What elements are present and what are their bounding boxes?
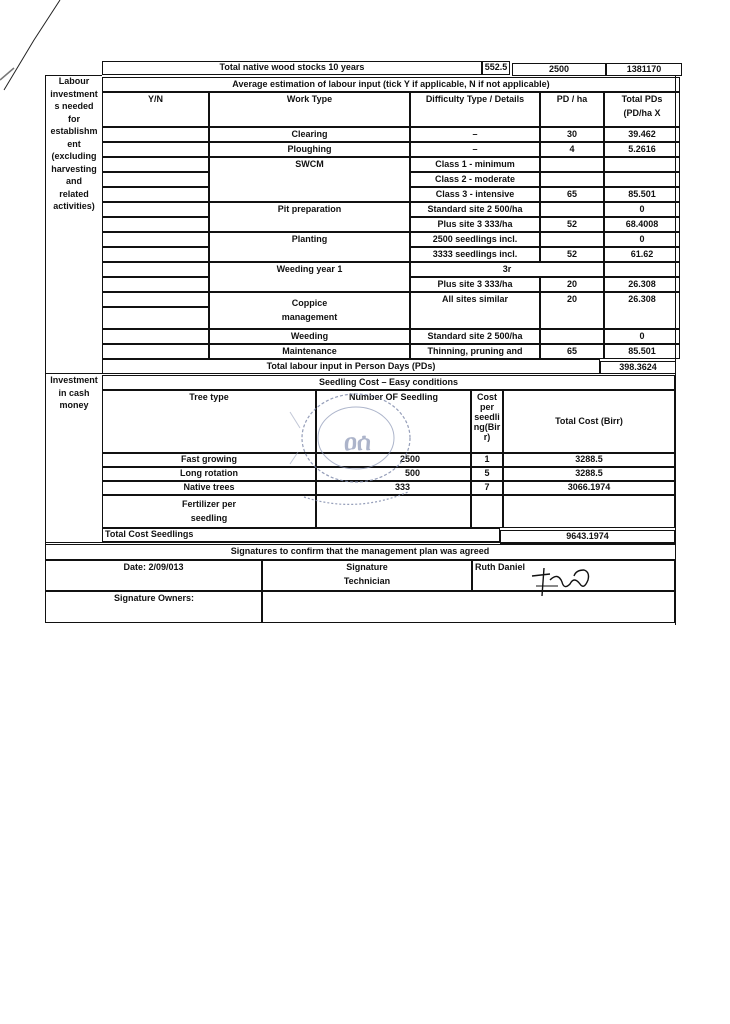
labour-total-label: Total labour input in Person Days (PDs) bbox=[102, 359, 600, 374]
pd-cell bbox=[540, 232, 604, 247]
header-total-pds: Total PDs (PD/ha X bbox=[604, 92, 680, 127]
total-pd-cell bbox=[604, 172, 680, 187]
work-type-weeding: Weeding bbox=[209, 329, 410, 344]
seedling-cost-cell: 5 bbox=[471, 467, 503, 481]
signature-technician-label: Signature Technician bbox=[262, 560, 472, 591]
yn-cell[interactable] bbox=[102, 187, 209, 202]
difficulty-cell: Plus site 3 333/ha bbox=[410, 277, 540, 292]
signature-owners-label: Signature Owners: bbox=[45, 591, 262, 623]
pd-cell: 65 bbox=[540, 344, 604, 359]
work-type-ploughing: Ploughing bbox=[209, 142, 410, 157]
svg-text:ዐሰ: ዐሰ bbox=[344, 428, 372, 456]
seedling-total-cell bbox=[503, 495, 675, 528]
header-tree-type: Tree type bbox=[102, 390, 316, 453]
yn-cell[interactable] bbox=[102, 157, 209, 172]
difficulty-cell: All sites similar bbox=[410, 292, 540, 329]
yn-cell[interactable] bbox=[102, 292, 209, 307]
total-pd-cell: 85.501 bbox=[604, 187, 680, 202]
pd-cell: 30 bbox=[540, 127, 604, 142]
total-pd-cell bbox=[604, 157, 680, 172]
difficulty-cell: – bbox=[410, 127, 540, 142]
total-pd-cell: 0 bbox=[604, 202, 680, 217]
seedling-total-cell: 3288.5 bbox=[503, 467, 675, 481]
total-pd-cell: 61.62 bbox=[604, 247, 680, 262]
seedling-cost-cell bbox=[471, 495, 503, 528]
yn-cell[interactable] bbox=[102, 247, 209, 262]
seedling-total-cell: 3288.5 bbox=[503, 453, 675, 467]
difficulty-cell: Class 1 - minimum bbox=[410, 157, 540, 172]
pd-cell: 4 bbox=[540, 142, 604, 157]
native-wood-v1: 552.5 bbox=[482, 61, 510, 75]
signature-owners-field[interactable] bbox=[262, 591, 675, 623]
difficulty-cell: – bbox=[410, 142, 540, 157]
difficulty-cell: Standard site 2 500/ha bbox=[410, 329, 540, 344]
tree-type-cell: Fast growing bbox=[102, 453, 316, 467]
labour-total-value: 398.3624 bbox=[600, 361, 676, 374]
yn-cell[interactable] bbox=[102, 127, 209, 142]
seedling-total-cell: 3066.1974 bbox=[503, 481, 675, 495]
yn-cell[interactable] bbox=[102, 329, 209, 344]
header-cost-per-seedling: Cost per seedli ng(Bir r) bbox=[471, 390, 503, 453]
official-stamp-icon bbox=[284, 392, 428, 514]
yn-cell[interactable] bbox=[102, 307, 209, 329]
tree-type-cell: Native trees bbox=[102, 481, 316, 495]
signature-name: Ruth Daniel bbox=[472, 560, 675, 591]
total-pd-cell: 26.308 bbox=[604, 292, 680, 329]
pd-cell: 52 bbox=[540, 247, 604, 262]
seedling-total-value: 9643.1974 bbox=[500, 530, 675, 544]
total-pd-cell: 39.462 bbox=[604, 127, 680, 142]
difficulty-cell: Thinning, pruning and bbox=[410, 344, 540, 359]
difficulty-cell: 3333 seedlings incl. bbox=[410, 247, 540, 262]
header-pd-ha: PD / ha bbox=[540, 92, 604, 127]
yn-cell[interactable] bbox=[102, 217, 209, 232]
signature-date: Date: 2/09/013 bbox=[45, 560, 262, 591]
yn-cell[interactable] bbox=[102, 202, 209, 217]
signatures-title: Signatures to confirm that the management plan was agreed bbox=[45, 544, 675, 560]
tree-type-cell: Long rotation bbox=[102, 467, 316, 481]
pd-cell bbox=[540, 329, 604, 344]
pd-cell: 20 bbox=[540, 292, 604, 329]
total-pd-cell: 0 bbox=[604, 232, 680, 247]
header-difficulty: Difficulty Type / Details bbox=[410, 92, 540, 127]
total-pd-cell: 26.308 bbox=[604, 277, 680, 292]
difficulty-cell: Class 2 - moderate bbox=[410, 172, 540, 187]
seedling-number-cell: 2500 bbox=[316, 453, 471, 467]
seedling-total-label: Total Cost Seedlings bbox=[102, 528, 500, 542]
work-type-weeding1: Weeding year 1 bbox=[209, 262, 410, 292]
yn-cell[interactable] bbox=[102, 142, 209, 157]
seedling-number-cell: 500 bbox=[316, 467, 471, 481]
labour-side-label: Labour investment s needed for establishm ent (excluding harvesting and related activities) bbox=[50, 76, 98, 211]
pd-cell bbox=[540, 202, 604, 217]
tree-type-cell: Fertilizer per seedling bbox=[102, 495, 316, 528]
difficulty-cell: Plus site 3 333/ha bbox=[410, 217, 540, 232]
header-total-cost: Total Cost (Birr) bbox=[503, 390, 675, 453]
total-pd-cell: 5.2616 bbox=[604, 142, 680, 157]
seedling-number-cell: 333 bbox=[316, 481, 471, 495]
total-pd-cell bbox=[604, 262, 680, 277]
seedling-cost-cell: 7 bbox=[471, 481, 503, 495]
pd-cell: 52 bbox=[540, 217, 604, 232]
pd-cell bbox=[540, 172, 604, 187]
yn-cell[interactable] bbox=[102, 262, 209, 277]
pd-cell: 20 bbox=[540, 277, 604, 292]
pd-cell bbox=[540, 157, 604, 172]
header-work-type: Work Type bbox=[209, 92, 410, 127]
difficulty-cell: 2500 seedlings incl. bbox=[410, 232, 540, 247]
total-pd-cell: 0 bbox=[604, 329, 680, 344]
work-type-clearing: Clearing bbox=[209, 127, 410, 142]
native-wood-label: Total native wood stocks 10 years bbox=[102, 61, 482, 75]
difficulty-cell: Standard site 2 500/ha bbox=[410, 202, 540, 217]
work-type-planting: Planting bbox=[209, 232, 410, 262]
yn-cell[interactable] bbox=[102, 172, 209, 187]
yn-cell[interactable] bbox=[102, 232, 209, 247]
yn-cell[interactable] bbox=[102, 344, 209, 359]
seedling-cost-cell: 1 bbox=[471, 453, 503, 467]
total-pd-cell: 85.501 bbox=[604, 344, 680, 359]
work-type-pit: Pit preparation bbox=[209, 202, 410, 232]
work-type-swcm: SWCM bbox=[209, 157, 410, 202]
signature-top-line bbox=[45, 542, 676, 543]
native-wood-v2: 2500 bbox=[512, 63, 606, 76]
seedling-title: Seedling Cost – Easy conditions bbox=[102, 375, 675, 390]
work-type-coppice: Coppice management bbox=[209, 292, 410, 329]
yn-cell[interactable] bbox=[102, 277, 209, 292]
labour-title: Average estimation of labour input (tick Y if applicable, N if not applicable) bbox=[102, 77, 680, 92]
header-yn: Y/N bbox=[102, 92, 209, 127]
investment-side-label: Investment in cash money bbox=[50, 375, 98, 410]
work-type-maintenance: Maintenance bbox=[209, 344, 410, 359]
total-pd-cell: 68.4008 bbox=[604, 217, 680, 232]
native-wood-v3: 1381170 bbox=[606, 63, 682, 76]
header-number-seedling: Number OF Seedling bbox=[316, 390, 471, 453]
difficulty-cell: 3r bbox=[410, 262, 604, 277]
pd-cell: 65 bbox=[540, 187, 604, 202]
difficulty-cell: Class 3 - intensive bbox=[410, 187, 540, 202]
